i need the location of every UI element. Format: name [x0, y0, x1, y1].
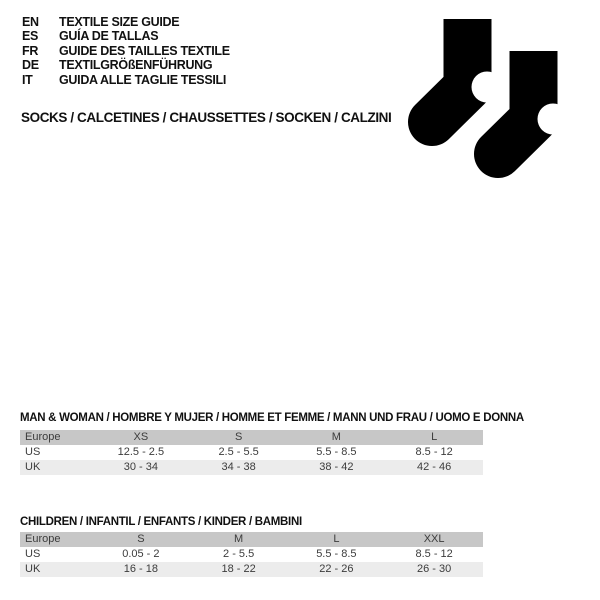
language-title: TEXTILE SIZE GUIDE	[59, 15, 180, 29]
size-cell: 38 - 42	[319, 461, 354, 473]
language-title-list	[22, 15, 230, 87]
language-code: DE	[22, 58, 39, 73]
size-cell: 8.5 - 12	[415, 548, 453, 560]
language-code: FR	[22, 43, 39, 58]
region-cell: UK	[25, 461, 41, 473]
region-cell: UK	[25, 563, 41, 575]
size-cell: 30 - 34	[123, 461, 158, 473]
col-header-europe: Europe	[25, 431, 61, 443]
table-header-row	[20, 430, 483, 445]
adult-table-title: MAN & WOMAN / HOMBRE Y MUJER / HOMME ET FEMME / MANN UND FRAU / UOMO E DONNA	[20, 412, 524, 424]
language-row	[22, 29, 230, 43]
size-cell: 22 - 26	[319, 563, 354, 575]
table-row-us	[20, 445, 483, 460]
language-row	[22, 73, 230, 87]
col-header-europe: Europe	[25, 533, 61, 545]
size-cell: 26 - 30	[417, 563, 452, 575]
col-header-xxl: XXL	[423, 533, 445, 545]
sock-right-glyph	[498, 51, 569, 154]
children-size-table-section	[20, 516, 483, 577]
table-row-us	[20, 547, 483, 562]
language-code: EN	[22, 15, 39, 29]
adult-size-table	[20, 430, 483, 475]
language-title: TEXTILGRÖßENFÜHRUNG	[59, 58, 213, 73]
language-code: IT	[22, 72, 33, 87]
language-row	[22, 44, 230, 58]
size-cell: 2.5 - 5.5	[218, 446, 259, 458]
size-cell: 18 - 22	[221, 563, 256, 575]
language-title: GUIDA ALLE TAGLIE TESSILI	[59, 72, 227, 87]
table-row-uk	[20, 562, 483, 577]
size-cell: 16 - 18	[123, 563, 158, 575]
language-row	[22, 15, 230, 29]
col-header-l: L	[333, 533, 340, 545]
language-code: ES	[22, 29, 39, 44]
adult-size-table-section	[20, 412, 524, 475]
col-header-s: S	[137, 533, 145, 545]
col-header-s: S	[234, 431, 243, 443]
table-row-uk	[20, 460, 483, 475]
region-cell: US	[25, 446, 41, 458]
table-header-row	[20, 532, 483, 547]
size-cell: 12.5 - 2.5	[117, 446, 165, 458]
size-cell: 42 - 46	[417, 461, 452, 473]
region-cell: US	[25, 548, 41, 560]
col-header-m: M	[234, 533, 244, 545]
col-header-m: M	[331, 431, 341, 443]
size-cell: 0.05 - 2	[122, 548, 160, 560]
size-cell: 34 - 38	[221, 461, 256, 473]
size-cell: 5.5 - 8.5	[316, 446, 357, 458]
col-header-xs: XS	[133, 431, 149, 443]
size-cell: 5.5 - 8.5	[316, 548, 357, 560]
children-size-table	[20, 532, 483, 577]
category-heading: SOCKS / CALCETINES / CHAUSSETTES / SOCKEN / CALZINI	[21, 110, 392, 125]
language-row	[22, 58, 230, 72]
socks-icon	[390, 5, 600, 195]
size-cell: 8.5 - 12	[415, 446, 453, 458]
language-title: GUIDE DES TAILLES TEXTILE	[59, 43, 230, 58]
children-table-title: CHILDREN / INFANTIL / ENFANTS / KINDER / BAMBINI	[20, 516, 302, 528]
size-cell: 2 - 5.5	[223, 548, 255, 560]
col-header-l: L	[431, 431, 438, 443]
language-title: GUÍA DE TALLAS	[59, 29, 159, 44]
sock-left-glyph	[432, 19, 503, 122]
